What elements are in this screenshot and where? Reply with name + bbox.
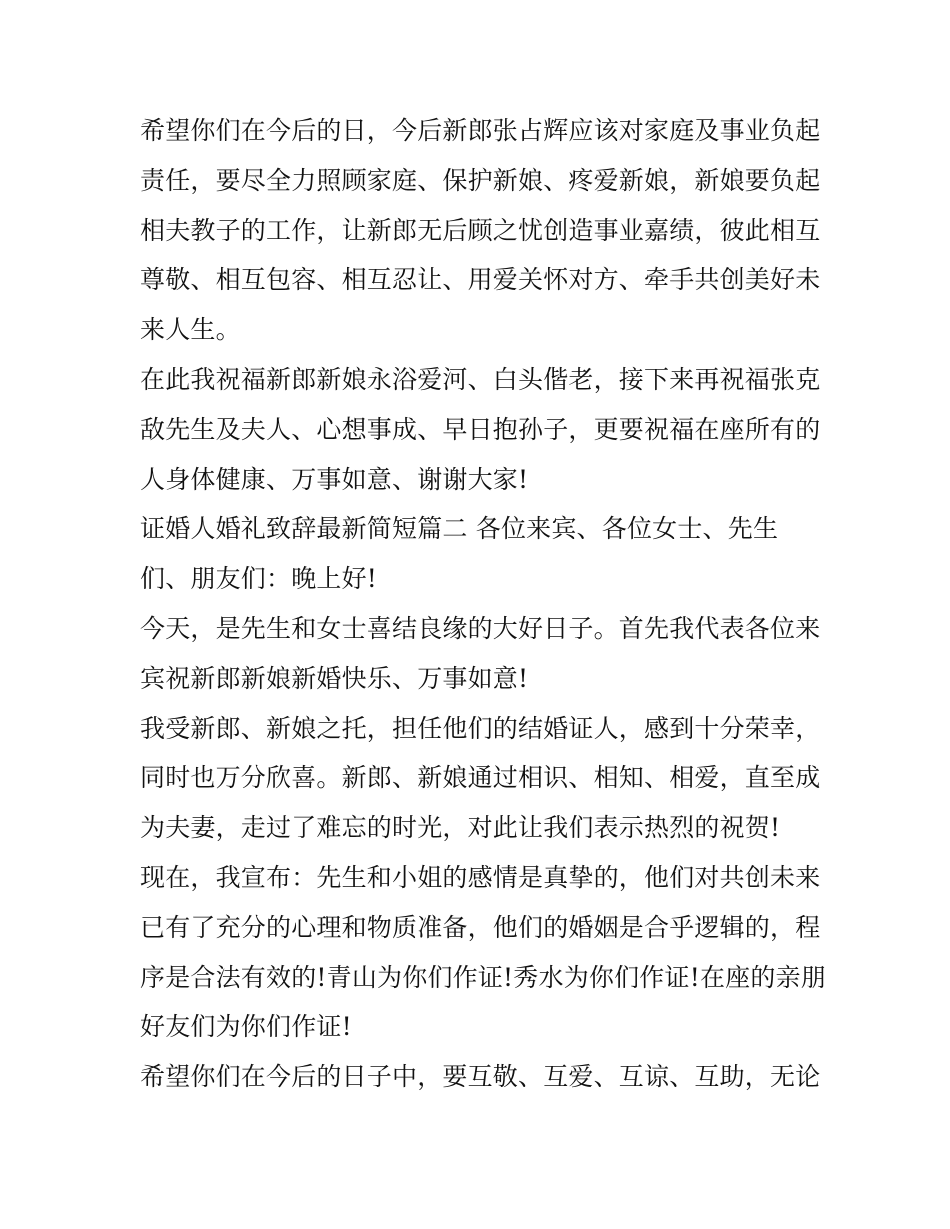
text-line: 现在，我宣布：先生和小姐的感情是真挚的，他们对共创未来: [140, 862, 821, 892]
text-line: 尊敬、相互包容、相互忍让、用爱关怀对方、牵手共创美好未: [140, 265, 821, 295]
text-line: 相夫教子的工作，让新郎无后顾之忧创造事业嘉绩，彼此相互: [140, 215, 821, 245]
text-line: 人身体健康、万事如意、谢谢大家!: [140, 464, 529, 494]
text-line: 我受新郎、新娘之托，担任他们的结婚证人，感到十分荣幸，: [140, 713, 821, 743]
text-line: 同时也万分欣喜。新郎、新娘通过相识、相知、相爱，直至成: [140, 763, 821, 793]
text-line: 序是合法有效的!青山为你们作证!秀水为你们作证!在座的亲朋: [140, 962, 826, 992]
text-line: 希望你们在今后的日子中，要互敬、互爱、互谅、互助，无论: [140, 1062, 821, 1092]
text-line: 在此我祝福新郎新娘永浴爱河、白头偕老，接下来再祝福张克: [140, 364, 821, 394]
text-line: 责任，要尽全力照顾家庭、保护新娘、疼爱新娘，新娘要负起: [140, 165, 821, 195]
text-line: 今天，是先生和女士喜结良缘的大好日子。首先我代表各位来: [140, 613, 821, 643]
text-line: 敌先生及夫人、心想事成、早日抱孙子，更要祝福在座所有的: [140, 414, 821, 444]
section-heading-line: 证婚人婚礼致辞最新简短篇二 各位来宾、各位女士、先生: [140, 514, 779, 544]
text-line: 宾祝新郎新娘新婚快乐、万事如意!: [140, 663, 529, 693]
text-line: 为夫妻，走过了难忘的时光，对此让我们表示热烈的祝贺!: [140, 813, 781, 843]
text-line: 希望你们在今后的日，今后新郎张占辉应该对家庭及事业负起: [140, 116, 821, 145]
text-line: 来人生。: [140, 315, 241, 345]
document-body: [140, 106, 826, 1102]
text-line: 们、朋友们：晚上好!: [140, 564, 378, 594]
text-line: 已有了充分的心理和物质准备，他们的婚姻是合乎逻辑的，程: [140, 912, 821, 942]
text-line: 好友们为你们作证!: [140, 1012, 352, 1042]
